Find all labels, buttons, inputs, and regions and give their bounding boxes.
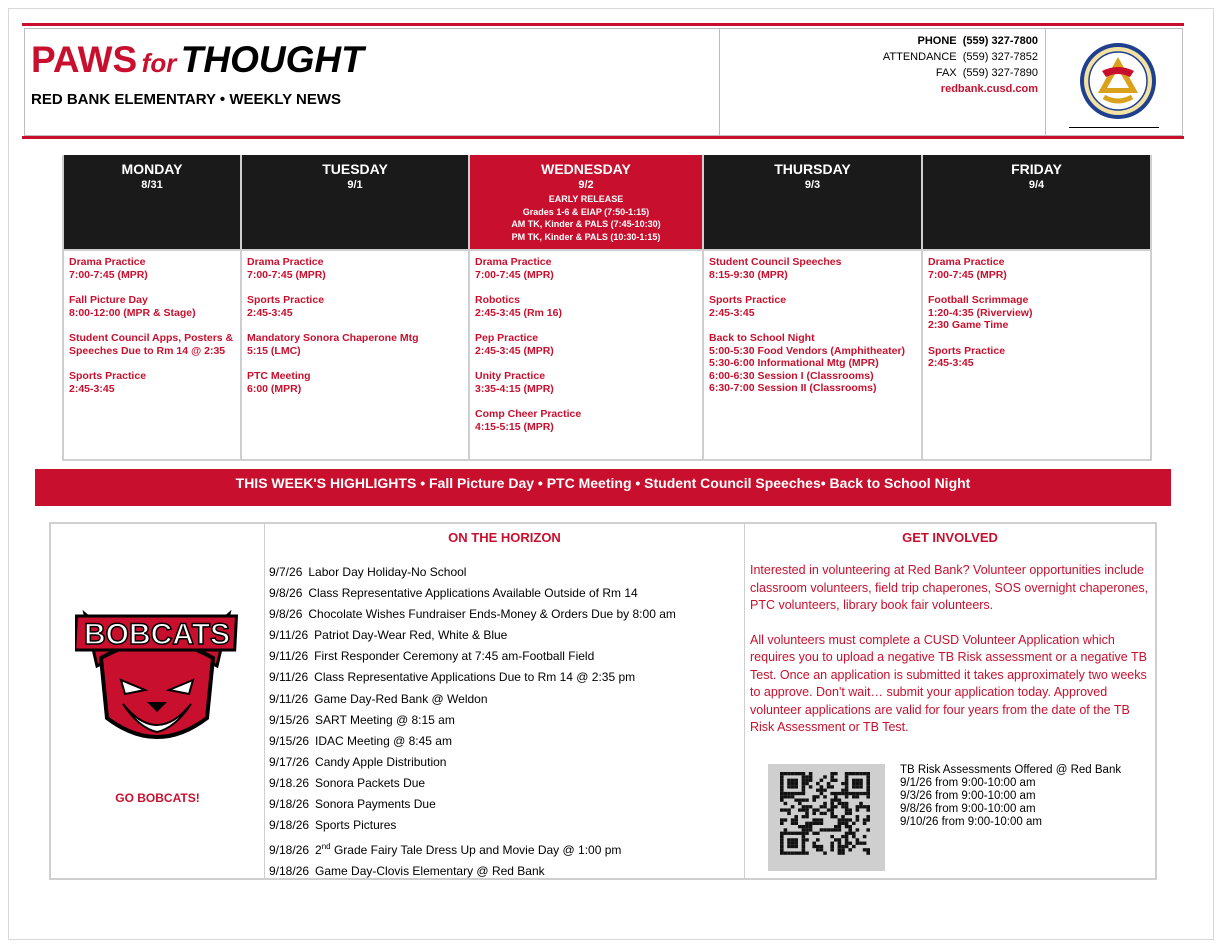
horizon-date: 9/18.26 [269, 775, 310, 790]
calendar-event [69, 256, 235, 281]
day-events [242, 251, 468, 395]
horizon-event: Sports Pictures [315, 818, 397, 833]
horizon-date: 9/18/26 [269, 843, 310, 858]
phone-label: PHONE [917, 35, 957, 47]
horizon-event: Game Day-Red Bank @ Weldon [314, 691, 488, 706]
event-title: Drama Practice [69, 256, 146, 268]
day-column-monday [64, 155, 242, 459]
event-title: Drama Practice [475, 256, 552, 268]
horizon-date: 9/11/26 [269, 670, 309, 685]
calendar-event [475, 408, 697, 433]
event-time: 5:15 (LMC) [247, 344, 301, 357]
day-date: 9/4 [1028, 179, 1045, 191]
horizon-event: Patriot Day-Wear Red, White & Blue [314, 628, 508, 643]
bobcats-mascot-logo [75, 606, 239, 756]
horizon-date: 9/18/26 [269, 818, 310, 833]
title-for: for [141, 48, 177, 78]
qr-code-icon[interactable] [768, 764, 885, 871]
event-title: Sports Practice [928, 344, 1006, 357]
event-title: PTC Meeting [247, 370, 311, 382]
event-time: 4:15-5:15 (MPR) [475, 420, 554, 433]
day-date: 9/3 [804, 179, 821, 191]
calendar-event [69, 294, 235, 319]
horizon-item [269, 667, 676, 688]
day-name: MONDAY [121, 161, 183, 177]
horizon-date: 9/17/26 [269, 754, 310, 769]
horizon-event: Game Day-Clovis Elementary @ Red Bank [315, 864, 545, 879]
calendar-event [475, 332, 697, 357]
event-time: 5:00-5:30 Food Vendors (Amphitheater) [709, 344, 906, 357]
day-header [923, 155, 1150, 251]
masthead [24, 28, 720, 136]
event-time: 2:30 Game Time [928, 319, 1009, 331]
calendar-event [709, 256, 916, 281]
horizon-event: Sonora Payments Due [315, 797, 436, 812]
event-time: 7:00-7:45 (MPR) [69, 268, 148, 281]
title-thought: THOUGHT [180, 39, 364, 80]
day-date: 8/31 [141, 179, 163, 191]
horizon-date: 9/18/26 [269, 864, 310, 879]
horizon-date: 9/11/26 [269, 628, 309, 643]
event-time: 8:15-9:30 (MPR) [709, 268, 788, 281]
calendar-event [247, 294, 463, 319]
calendar-event [69, 332, 235, 357]
get-involved-body [750, 562, 1152, 737]
seal-box [1046, 28, 1183, 136]
horizon-event: Class Representative Applications Available Outside of Rm 14 [308, 586, 638, 601]
mascot-logo-text: BOBCATS [83, 618, 231, 651]
horizon-event: Candy Apple Distribution [315, 754, 447, 769]
horizon-item [269, 710, 676, 731]
event-time: 2:45-3:45 [247, 306, 293, 319]
horizon-item [269, 689, 676, 710]
horizon-event: SART Meeting @ 8:15 am [315, 712, 455, 727]
event-title: Football Scrimmage [928, 294, 1029, 306]
tb-risk-schedule [900, 764, 1121, 829]
bottom-section [49, 522, 1157, 880]
calendar-event [475, 370, 697, 395]
event-time: 3:35-4:15 (MPR) [475, 382, 554, 395]
event-time: 5:30-6:00 Informational Mtg (MPR) [709, 357, 879, 369]
horizon-event: First Responder Ceremony at 7:45 am-Football Field [314, 649, 595, 664]
newsletter-subtitle: RED BANK ELEMENTARY • WEEKLY NEWS [31, 91, 342, 108]
event-time: 1:20-4:35 (Riverview) [928, 306, 1033, 319]
fax-label: FAX [935, 67, 957, 79]
event-time: 2:45-3:45 [928, 357, 974, 369]
horizon-item [269, 773, 676, 794]
contact-info [720, 28, 1046, 136]
horizon-date: 9/15/26 [269, 733, 310, 748]
get-involved-title: GET INVOLVED [902, 530, 998, 545]
horizon-item [269, 604, 676, 625]
event-time: 6:30-7:00 Session II (Classrooms) [709, 382, 877, 394]
calendar-event [475, 256, 697, 281]
calendar-event [69, 370, 235, 395]
horizon-event: Class Representative Applications Due to Rm 14 @ 2:35 pm [314, 670, 636, 685]
horizon-date: 9/7/26 [269, 565, 303, 579]
early-release-note: EARLY RELEASE [548, 194, 624, 204]
seal-divider [1069, 127, 1159, 128]
horizon-item [269, 794, 676, 815]
event-time: 7:00-7:45 (MPR) [475, 268, 554, 281]
day-header [242, 155, 468, 251]
attendance-line [720, 49, 1038, 65]
attendance-label: ATTENDANCE [882, 51, 957, 63]
volunteer-requirements: All volunteers must complete a CUSD Volunteer Application which requires you to upload a negative TB Risk assessment or a negative TB Test. Once an application is submitted it takes approximately two weeks to approve. Don't wait… submit your application today. Approved volunteer applications are valid for four years from the date of the TB Risk Assessment or TB Test. [750, 632, 1147, 734]
horizon-item [269, 752, 676, 773]
horizon-event: IDAC Meeting @ 8:45 am [315, 733, 452, 748]
event-title: Robotics [475, 294, 520, 306]
horizon-date: 9/15/26 [269, 712, 310, 727]
event-time: 2:45-3:45 [709, 306, 755, 319]
horizon-event: Sonora Packets Due [315, 775, 426, 790]
day-events [923, 251, 1150, 370]
event-title: Drama Practice [247, 256, 324, 268]
website-link[interactable]: redbank.cusd.com [940, 83, 1038, 95]
event-title: Back to School Night [709, 332, 815, 344]
horizon-event: Labor Day Holiday-No School [308, 565, 467, 579]
early-release-note: Grades 1-6 & EIAP (7:50-1:15) [522, 206, 650, 217]
event-title: Fall Picture Day [69, 294, 148, 306]
horizon-event: 2nd Grade Fairy Tale Dress Up and Movie Day @ 1:00 pm [315, 842, 622, 858]
event-time: 6:00 (MPR) [247, 382, 302, 395]
newsletter-title [31, 39, 364, 81]
calendar-event [928, 345, 1145, 370]
horizon-date: 9/11/26 [269, 691, 309, 706]
horizon-item [269, 731, 676, 752]
event-time: Speeches Due to Rm 14 @ 2:35 [69, 344, 226, 357]
on-the-horizon-panel [265, 524, 745, 878]
early-release-note: PM TK, Kinder & PALS (10:30-1:15) [511, 231, 661, 242]
event-title: Student Council Speeches [709, 256, 842, 268]
event-time: 6:00-6:30 Session I (Classrooms) [709, 369, 874, 382]
tb-date: 9/3/26 from 9:00-10:00 am [900, 790, 1036, 802]
horizon-date: 9/8/26 [269, 586, 303, 601]
event-title: Comp Cheer Practice [475, 408, 582, 420]
horizon-item [269, 583, 676, 604]
day-column-tuesday [242, 155, 470, 459]
event-title: Drama Practice [928, 256, 1005, 268]
event-title: Student Council Apps, Posters & [69, 332, 234, 344]
tb-date: 9/8/26 from 9:00-10:00 am [900, 803, 1036, 815]
on-the-horizon-title: ON THE HORIZON [448, 530, 561, 545]
horizon-item [269, 861, 676, 882]
calendar-event [475, 294, 697, 319]
day-header [470, 155, 702, 251]
gold-ribbon-seal-icon [1078, 41, 1158, 121]
event-title: Sports Practice [247, 294, 325, 306]
calendar-event [928, 256, 1145, 281]
week-calendar [62, 155, 1152, 461]
horizon-date: 9/11/26 [269, 649, 309, 664]
day-name: FRIDAY [1011, 161, 1062, 177]
day-date: 9/2 [578, 179, 594, 191]
mascot-panel [51, 524, 265, 878]
get-involved-panel [745, 524, 1155, 878]
event-title: Sports Practice [709, 294, 787, 306]
day-name: WEDNESDAY [541, 161, 631, 177]
calendar-event [709, 294, 916, 319]
phone-number: (559) 327-7800 [962, 35, 1038, 47]
horizon-date: 9/8/26 [269, 607, 303, 622]
weekly-highlights-banner: THIS WEEK'S HIGHLIGHTS • Fall Picture Day • PTC Meeting • Student Council Speeches• Back to School Night [35, 469, 1171, 506]
day-column-thursday [704, 155, 923, 459]
early-release-note: AM TK, Kinder & PALS (7:45-10:30) [511, 219, 661, 229]
horizon-event: Chocolate Wishes Fundraiser Ends-Money & Orders Due by 8:00 am [308, 607, 676, 622]
horizon-item [269, 625, 676, 646]
calendar-event [928, 294, 1145, 332]
day-date: 9/1 [347, 179, 363, 191]
calendar-event [247, 370, 463, 395]
event-time: 2:45-3:45 [69, 382, 115, 395]
day-name: TUESDAY [322, 161, 388, 177]
tb-date: 9/10/26 from 9:00-10:00 am [900, 816, 1042, 828]
event-time: 7:00-7:45 (MPR) [247, 268, 326, 281]
newsletter-header [22, 23, 1184, 139]
calendar-event [709, 332, 916, 395]
fax-number: (559) 327-7890 [962, 67, 1038, 79]
event-title: Unity Practice [475, 370, 546, 382]
horizon-list [269, 562, 676, 882]
day-events [64, 251, 240, 395]
horizon-date: 9/18/26 [269, 797, 310, 812]
event-time: 2:45-3:45 (Rm 16) [475, 306, 562, 319]
event-time: 2:45-3:45 (MPR) [475, 344, 554, 357]
tb-risk-title: TB Risk Assessments Offered @ Red Bank [900, 764, 1122, 776]
calendar-event [247, 256, 463, 281]
day-header [704, 155, 921, 251]
day-events [470, 251, 702, 433]
day-header [64, 155, 240, 251]
day-column-wednesday [470, 155, 704, 459]
volunteer-intro: Interested in volunteering at Red Bank? Volunteer opportunities include classroom volunteers, field trip chaperones, SOS overnight chaperones, PTC volunteers, library book fair volunteers. [750, 563, 1149, 612]
horizon-item [269, 562, 676, 583]
phone-line [720, 33, 1038, 49]
calendar-event [247, 332, 463, 357]
event-time: 7:00-7:45 (MPR) [928, 268, 1007, 281]
day-events [704, 251, 921, 395]
day-column-friday [923, 155, 1150, 459]
horizon-item [269, 836, 676, 861]
tb-date: 9/1/26 from 9:00-10:00 am [900, 777, 1036, 789]
event-time: 8:00-12:00 (MPR & Stage) [69, 306, 196, 319]
event-title: Mandatory Sonora Chaperone Mtg [247, 332, 419, 344]
horizon-item [269, 815, 676, 836]
horizon-item [269, 646, 676, 667]
go-bobcats-text: GO BOBCATS! [115, 791, 200, 805]
day-name: THURSDAY [774, 161, 851, 177]
attendance-number: (559) 327-7852 [962, 51, 1038, 63]
fax-line [720, 65, 1038, 81]
event-title: Sports Practice [69, 370, 147, 382]
title-paws: PAWS [31, 39, 138, 80]
event-title: Pep Practice [475, 332, 539, 344]
